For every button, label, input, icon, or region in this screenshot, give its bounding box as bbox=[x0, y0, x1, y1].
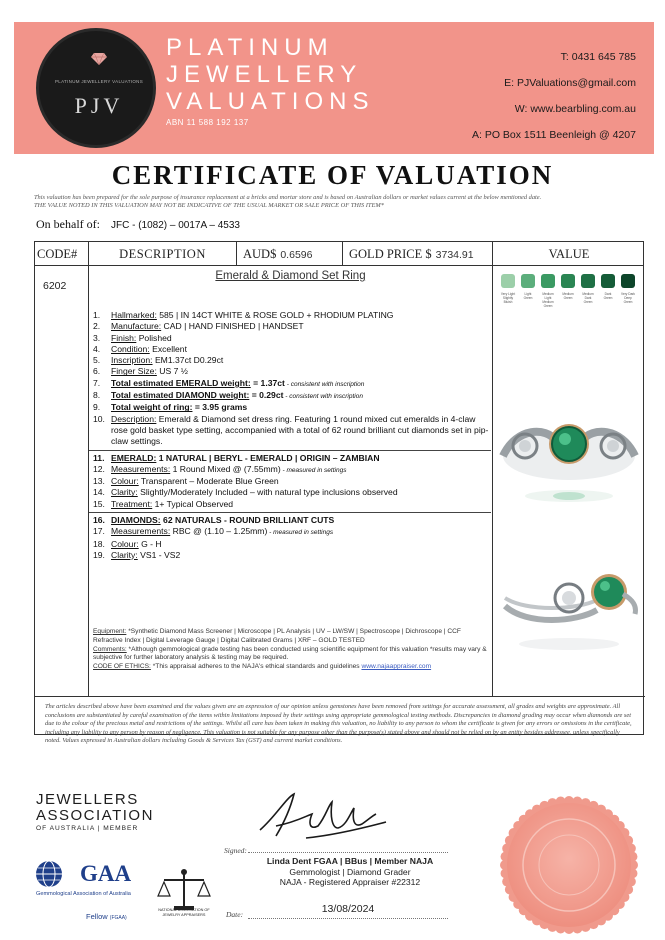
emerald-colour-swatch bbox=[521, 274, 535, 288]
globe-icon bbox=[34, 859, 72, 889]
line-number: 1. bbox=[93, 310, 101, 320]
line-value: EM1.37ct D0.29ct bbox=[152, 355, 224, 366]
line-label: EMERALD: bbox=[111, 452, 157, 463]
grader-registration: NAJA - Registered Appraiser #22312 bbox=[279, 877, 421, 887]
aud-label: AUD$ bbox=[243, 247, 277, 261]
line-label: DIAMONDS: bbox=[111, 515, 161, 526]
table-header bbox=[35, 242, 643, 266]
item-line bbox=[93, 476, 491, 487]
line-text bbox=[111, 333, 491, 344]
line-number: 7. bbox=[93, 377, 101, 388]
line-text bbox=[111, 355, 491, 366]
logo-initials: PJV bbox=[74, 93, 124, 118]
item-line bbox=[93, 526, 491, 538]
line-text bbox=[111, 539, 491, 550]
disclaimer bbox=[34, 194, 644, 210]
line-text bbox=[111, 464, 491, 476]
address: A: PO Box 1511 Beenleigh @ 4207 bbox=[472, 129, 636, 141]
line-number: 19. bbox=[93, 549, 105, 560]
line-number: 11. bbox=[93, 452, 105, 463]
on-behalf-of bbox=[36, 217, 240, 232]
line-number: 14. bbox=[93, 487, 105, 498]
line-value: = 1.37ct bbox=[250, 377, 285, 388]
fellow-text: Fellow bbox=[86, 912, 108, 921]
line-text bbox=[111, 453, 491, 464]
emerald-colour-swatch bbox=[581, 274, 595, 288]
header-value: VALUE bbox=[548, 247, 590, 261]
line-label: Clarity: bbox=[111, 549, 138, 560]
line-note: - measured in settings bbox=[280, 466, 347, 474]
line-label: Total weight of ring: bbox=[111, 402, 193, 413]
divider bbox=[89, 450, 491, 451]
line-number: 2. bbox=[93, 321, 101, 332]
gaa-subtitle: Gemmological Association of Australia bbox=[36, 891, 131, 897]
line-label: Hallmarked: bbox=[111, 310, 157, 320]
line-value: Excellent bbox=[149, 343, 187, 354]
line-value: Polished bbox=[136, 332, 172, 343]
logo-ring-text: PLATINUM JEWELLERY VALUATIONS bbox=[54, 79, 144, 84]
item-details bbox=[93, 310, 491, 561]
line-value: 1+ Typical Observed bbox=[152, 498, 234, 509]
item-line bbox=[93, 515, 491, 526]
line-text bbox=[111, 310, 491, 321]
line-label: Description: bbox=[111, 413, 157, 424]
equipment-notes bbox=[93, 628, 489, 672]
line-number: 3. bbox=[93, 332, 101, 343]
abn-number: ABN 11 588 192 137 bbox=[166, 118, 249, 127]
emerald-colour-swatch bbox=[501, 274, 515, 288]
signature-line bbox=[248, 852, 448, 853]
date-label: Date: bbox=[226, 910, 244, 919]
disclaimer-line: THE VALUE NOTED IN THIS VALUATION MAY NOT BE INDICATIVE OF THE USUAL MARKET OR SALE PRICE OF THIS ITEM* bbox=[34, 202, 384, 209]
item-line bbox=[93, 453, 491, 464]
line-label: Finger Size: bbox=[111, 366, 157, 377]
embossed-seal bbox=[498, 794, 640, 936]
item-line bbox=[93, 539, 491, 550]
line-label: Total estimated DIAMOND weight: bbox=[111, 390, 250, 401]
contact-details bbox=[472, 44, 636, 148]
emerald-lines bbox=[93, 453, 491, 510]
equipment bbox=[93, 628, 489, 646]
item-line bbox=[93, 487, 491, 498]
emerald-colour-scale bbox=[499, 272, 639, 312]
line-label: Colour: bbox=[111, 476, 139, 487]
item-line bbox=[93, 390, 491, 402]
line-value: 62 NATURALS - ROUND BRILLIANT CUTS bbox=[160, 515, 335, 526]
line-text bbox=[111, 321, 491, 332]
jaa-member-logo bbox=[36, 792, 154, 832]
line-text bbox=[111, 366, 491, 377]
email: E: PJValuations@gmail.com bbox=[504, 77, 636, 89]
item-line bbox=[93, 414, 491, 448]
aud-value: 0.6596 bbox=[280, 249, 313, 261]
line-text bbox=[111, 378, 491, 390]
item-line bbox=[93, 378, 491, 390]
phone: T: 0431 645 785 bbox=[560, 51, 636, 63]
line-number: 17. bbox=[93, 526, 105, 537]
swatch-label: Medium Light Medium Green bbox=[542, 292, 554, 308]
item-lines bbox=[93, 310, 491, 448]
equipment-text: *Synthetic Diamond Mass Screener | Microscope | PL Analysis | UV – LW/SW | Spectroscope | Dichroscope | CCF Refractive Index | Digital Leverage Gauge | Digital Calibrated Grams | XRF – GOLD TESTED bbox=[93, 628, 461, 644]
swatch-label: Light Green bbox=[523, 292, 533, 300]
handwritten-signature bbox=[246, 786, 396, 846]
emerald-colour-swatch bbox=[601, 274, 615, 288]
line-text bbox=[111, 550, 491, 561]
comments-label: Comments: bbox=[93, 645, 127, 653]
swatch-label: Medium Dark Green bbox=[582, 292, 594, 304]
website: W: www.bearbling.com.au bbox=[514, 103, 636, 115]
divider bbox=[89, 512, 491, 513]
line-value: Transparent – Moderate Blue Green bbox=[138, 476, 279, 487]
item-line bbox=[93, 333, 491, 344]
header-band bbox=[14, 22, 654, 154]
swatch-label: Medium Green bbox=[562, 292, 574, 300]
line-value: 585 | IN 14CT WHITE & ROSE GOLD + RHODIUM PLATING bbox=[156, 310, 394, 320]
swatch-label: Very Dark Deep Green bbox=[621, 292, 635, 304]
line-value: = 3.95 grams bbox=[192, 402, 248, 413]
line-number: 8. bbox=[93, 390, 101, 401]
header-gold-price bbox=[343, 242, 493, 266]
line-text bbox=[111, 515, 491, 526]
brand-line: PLATINUM bbox=[166, 34, 334, 61]
item-line bbox=[93, 366, 491, 377]
ring-top-photo bbox=[497, 396, 641, 516]
grader-name: Linda Dent FGAA | BBus | Member NAJA bbox=[266, 856, 434, 866]
swatch-label: Dark Green bbox=[603, 292, 613, 300]
naja-link[interactable]: www.najaappraiser.com bbox=[361, 663, 432, 671]
line-label: Finish: bbox=[111, 332, 137, 343]
line-text bbox=[111, 499, 491, 510]
line-number: 15. bbox=[93, 498, 105, 509]
line-value: RBC @ (1.10 – 1.25mm) bbox=[170, 526, 268, 537]
gaa-text: GAA bbox=[80, 861, 132, 886]
fellow-label bbox=[86, 912, 127, 921]
line-value: Emerald & Diamond set dress ring. Featuring 1 round mixed cut emeralds in 4-claw rose gold basket type setting, accompanied with a total of 62 round brilliant cut diamonds set in pip-claw settings. bbox=[111, 413, 489, 447]
line-note: - consistent with inscription bbox=[284, 380, 365, 388]
diamond-lines bbox=[93, 515, 491, 561]
line-text bbox=[111, 402, 491, 413]
line-value: US 7 ½ bbox=[156, 366, 188, 377]
line-note: - measured in settings bbox=[267, 529, 334, 537]
line-number: 9. bbox=[93, 402, 101, 413]
line-label: Total estimated EMERALD weight: bbox=[111, 377, 251, 388]
line-number: 6. bbox=[93, 366, 101, 377]
jaa-line: ASSOCIATION bbox=[36, 807, 154, 824]
line-number: 5. bbox=[93, 355, 101, 366]
line-value: 1 Round Mixed @ (7.55mm) bbox=[170, 463, 281, 474]
header-aud bbox=[237, 242, 343, 266]
item-line bbox=[93, 464, 491, 476]
gem-icon bbox=[91, 53, 107, 65]
date-value: 13/08/2024 bbox=[321, 903, 375, 915]
line-number: 13. bbox=[93, 476, 105, 487]
line-text bbox=[111, 476, 491, 487]
date-line bbox=[248, 918, 448, 919]
emerald-colour-swatch bbox=[621, 274, 635, 288]
line-label: Measurements: bbox=[111, 526, 171, 537]
equipment-label: Equipment: bbox=[93, 628, 127, 635]
grader-info bbox=[230, 856, 470, 888]
item-line bbox=[93, 321, 491, 332]
line-text bbox=[111, 344, 491, 355]
brand-line: VALUATIONS bbox=[166, 88, 375, 115]
line-number: 18. bbox=[93, 538, 105, 549]
item-title: Emerald & Diamond Set Ring bbox=[215, 270, 366, 282]
comments-text: *Although gemmological grade testing has been conducted using scientific equipment for this valuation *results may vary & subjective for further laboratory analysis & testing may be required. bbox=[93, 645, 487, 662]
certificate-title: CERTIFICATE OF VALUATION bbox=[111, 160, 554, 190]
line-value: = 0.29ct bbox=[249, 390, 284, 401]
emerald-colour-swatch bbox=[541, 274, 555, 288]
line-value: CAD | HAND FINISHED | HANDSET bbox=[161, 321, 304, 332]
line-text bbox=[111, 487, 491, 498]
code-of-ethics bbox=[93, 663, 489, 672]
code-column bbox=[35, 266, 89, 696]
gold-value: 3734.91 bbox=[435, 249, 474, 261]
header-code: CODE# bbox=[35, 242, 89, 266]
line-label: Clarity: bbox=[111, 487, 138, 498]
ethics-text: *This appraisal adheres to the NAJA's ethical standards and guidelines bbox=[150, 663, 362, 671]
value-column bbox=[493, 266, 645, 696]
description-column bbox=[89, 266, 493, 696]
line-value: 1 NATURAL | BERYL - EMERALD | ORIGIN – ZAMBIAN bbox=[156, 452, 380, 463]
line-label: Inscription: bbox=[111, 355, 153, 366]
gold-label: GOLD PRICE $ bbox=[349, 247, 432, 261]
line-text bbox=[111, 414, 491, 448]
item-line bbox=[93, 402, 491, 413]
terms-footnote: The articles described above have been examined and the values given are an expression of our opinion unless gemstones have been removed from settings for accurate assessment, all grades and weights are approximate. All conclusions are substantiated by careful examination of the items within limitations imposed by their settings using appropriate gemmological testing methods. Discrepancies in diamond grading may occur when diamonds are set due to the colour of the precious metal and restrictions of the settings. Whilst all care has been taken in making this valuation, no liability to any person to whom the certificate is given for any errors or omissions in the certificate, including any liability to any person by reason of negligence. This valuation is not suitable for any purpose other than the purpose(s) stated above and should not be relied on by an entity besides addressee, unless specifically noted. Values expressed in Australian dollars including Goods & Services Tax (GST) and current market conditions. bbox=[35, 696, 645, 752]
ethics-label: CODE OF ETHICS: bbox=[93, 663, 151, 671]
line-text bbox=[111, 390, 491, 402]
header-description: DESCRIPTION bbox=[89, 242, 237, 266]
item-line bbox=[93, 550, 491, 561]
comments bbox=[93, 646, 489, 664]
line-number: 12. bbox=[93, 463, 105, 474]
item-line bbox=[93, 355, 491, 366]
line-note: - consistent with inscription bbox=[283, 393, 363, 401]
line-value: Slightly/Moderately Included – with natural type inclusions observed bbox=[137, 487, 398, 498]
disclaimer-line: This valuation has been prepared for the sole purpose of insurance replacement at a bricks and mortar store and is based on Australian dollars or market values current at the below mentioned date. bbox=[34, 194, 542, 201]
emerald-colour-swatch bbox=[561, 274, 575, 288]
naja-text: NATIONAL ASSOCIATION OF JEWELRY APPRAISERS bbox=[158, 908, 210, 917]
behalf-value: JFC - (1082) – 0017A – 4533 bbox=[110, 220, 240, 231]
line-value: G - H bbox=[138, 538, 162, 549]
valuation-table bbox=[34, 241, 644, 745]
line-number: 10. bbox=[93, 413, 105, 424]
line-label: Condition: bbox=[111, 343, 150, 354]
item-line bbox=[93, 499, 491, 510]
line-label: Treatment: bbox=[111, 498, 153, 509]
brand-name bbox=[166, 34, 374, 115]
grader-title: Gemmologist | Diamond Grader bbox=[289, 866, 411, 877]
gaa-logo bbox=[32, 855, 152, 907]
company-logo bbox=[36, 28, 156, 148]
swatch-label: Very Light Slightly Bluish bbox=[500, 292, 516, 304]
item-line bbox=[93, 310, 491, 321]
item-line bbox=[93, 344, 491, 355]
line-number: 4. bbox=[93, 343, 101, 354]
ring-side-photo bbox=[497, 536, 641, 656]
jaa-line: JEWELLERS bbox=[36, 791, 139, 808]
signed-label: Signed: bbox=[224, 846, 247, 855]
line-text bbox=[111, 526, 491, 538]
behalf-label: On behalf of: bbox=[36, 217, 100, 231]
line-number: 16. bbox=[93, 515, 105, 526]
fellow-small: (FGAA) bbox=[109, 915, 127, 921]
item-code: 6202 bbox=[43, 280, 67, 292]
brand-line: JEWELLERY bbox=[166, 61, 363, 88]
line-value: VS1 - VS2 bbox=[137, 549, 181, 560]
jaa-line: OF AUSTRALIA | MEMBER bbox=[36, 825, 139, 832]
line-label: Manufacture: bbox=[111, 321, 162, 332]
line-label: Colour: bbox=[111, 538, 139, 549]
line-label: Measurements: bbox=[111, 463, 171, 474]
